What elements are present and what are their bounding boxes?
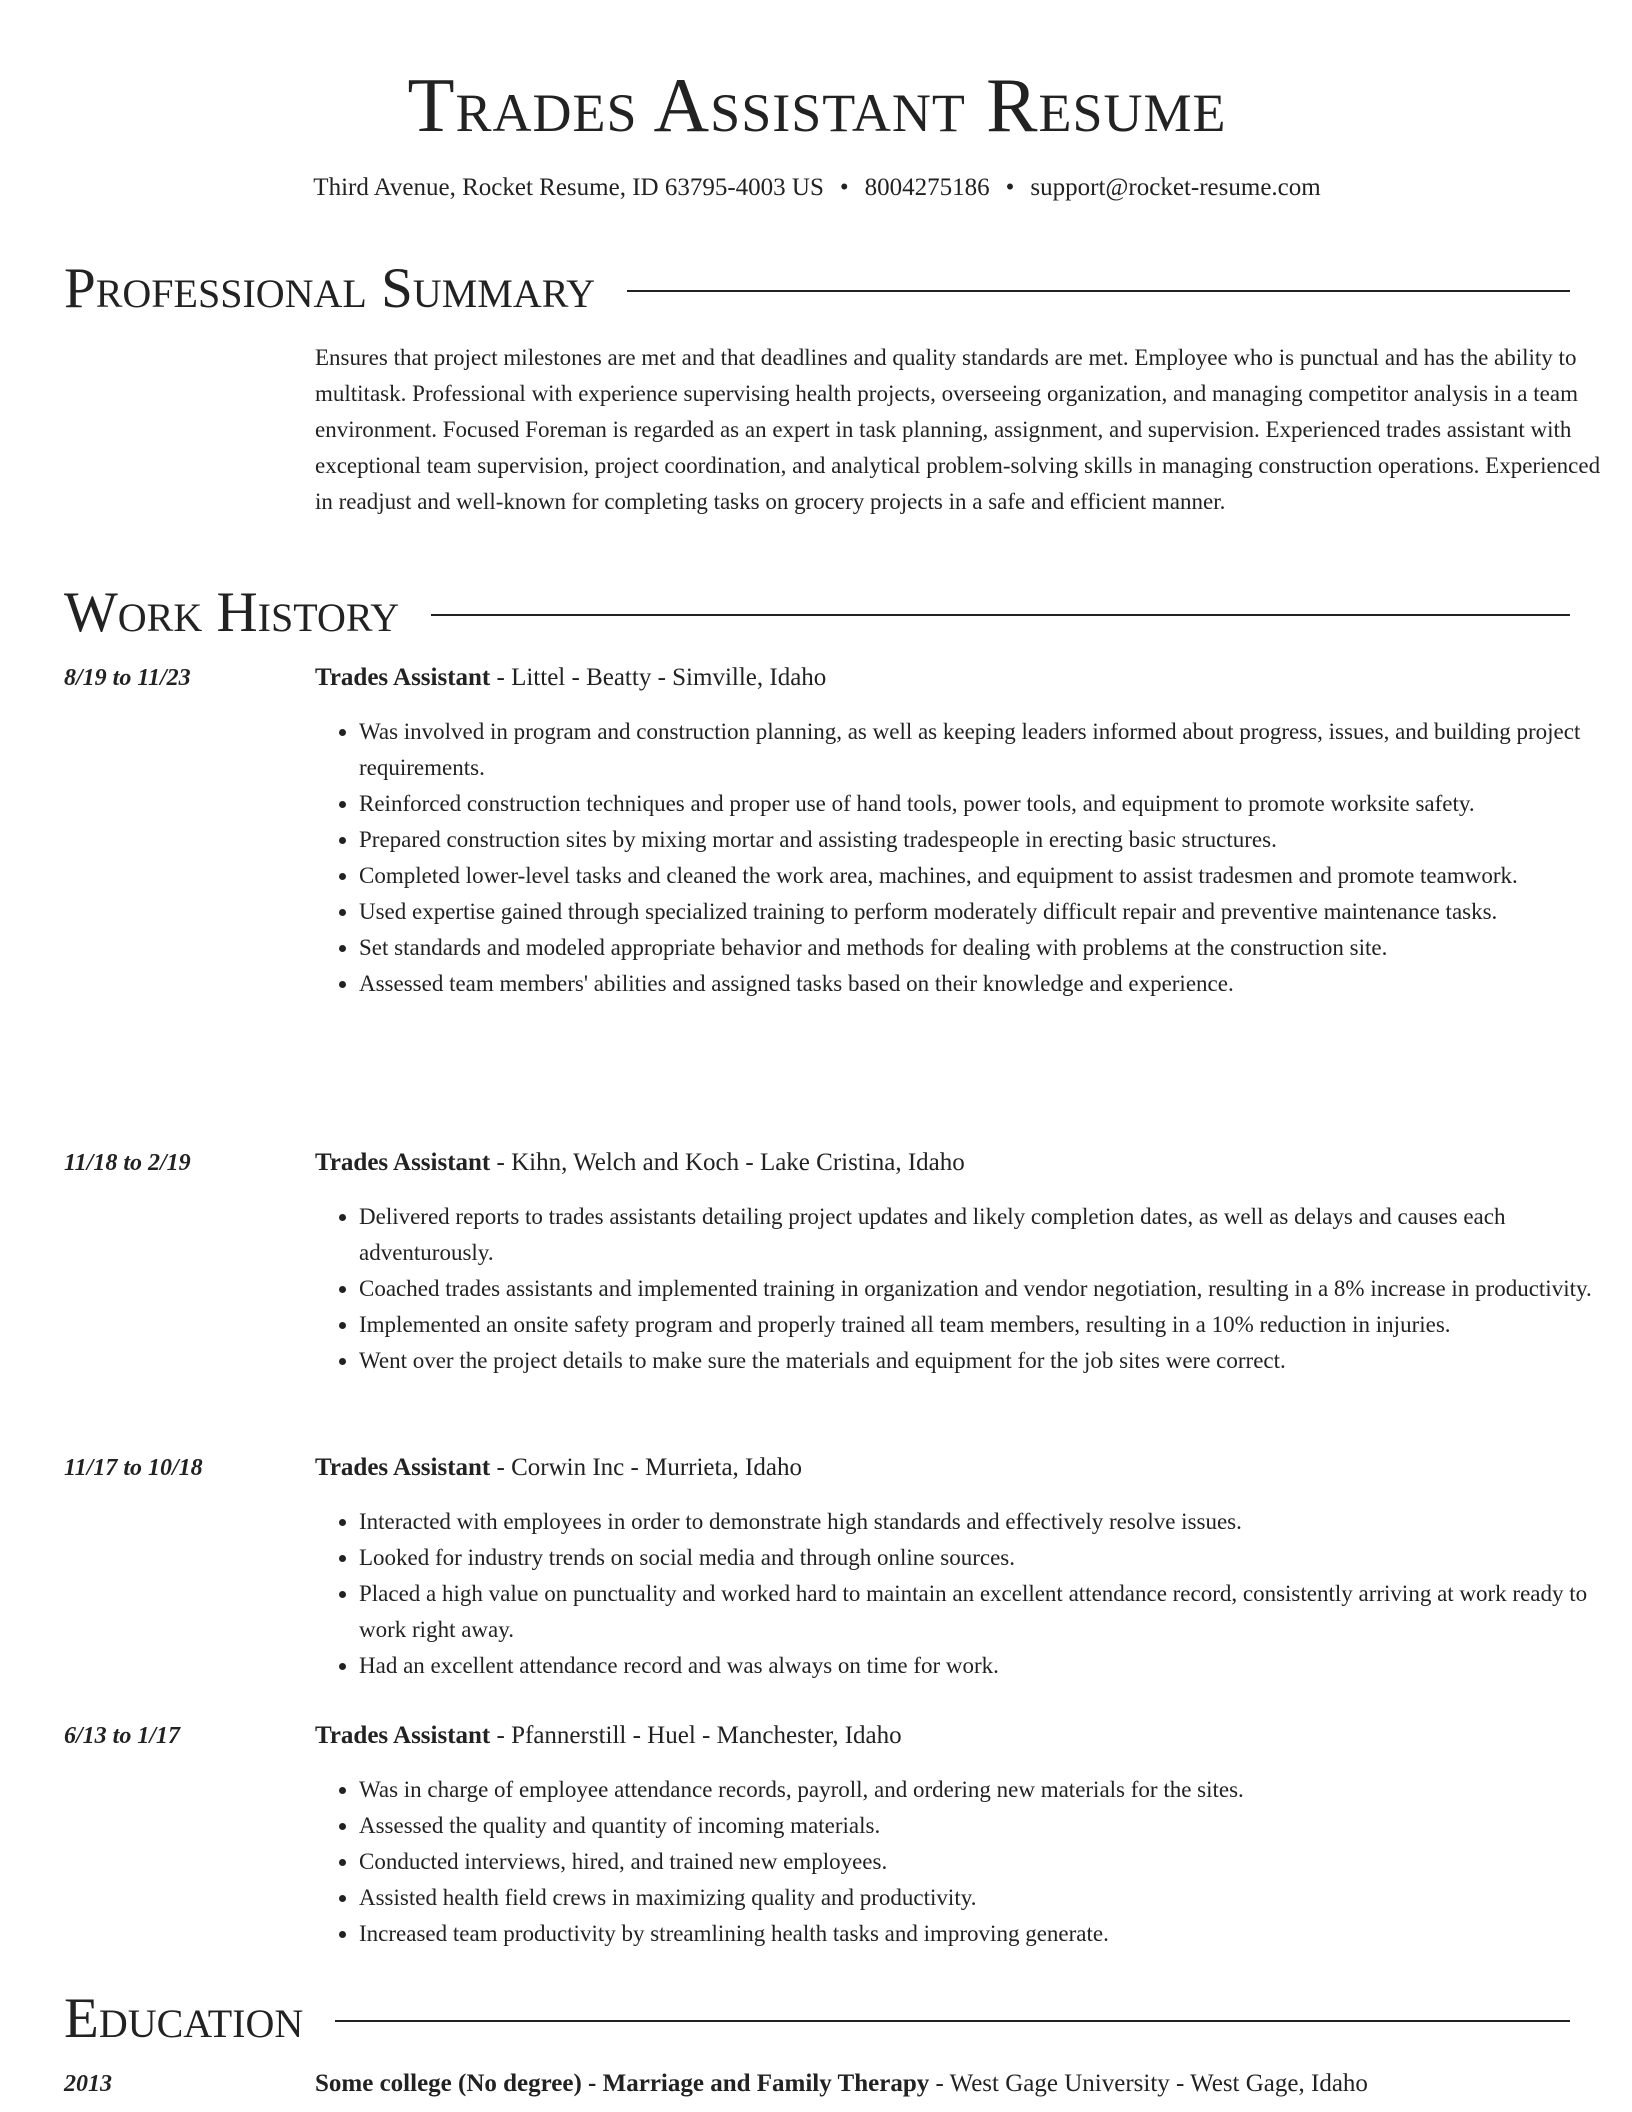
job-employer: - Corwin Inc - Murrieta, Idaho bbox=[490, 1454, 802, 1481]
job-bullets bbox=[315, 1772, 1599, 1952]
section-divider bbox=[335, 2020, 1570, 2022]
job-bullet: • Completed lower-level tasks and cleaned the work area, machines, and equipment to assist tradesmen and promote teamwork. bbox=[359, 858, 1599, 894]
section-divider bbox=[431, 614, 1570, 616]
job-bullet: • Was in charge of employee attendance records, payroll, and ordering new materials for the sites. bbox=[359, 1772, 1599, 1808]
contact-separator: • bbox=[839, 174, 849, 201]
work-history-heading: Work History bbox=[64, 580, 400, 644]
job-bullet: • Conducted interviews, hired, and trained new employees. bbox=[359, 1844, 1599, 1880]
job-dates: 8/19 to 11/23 bbox=[64, 665, 191, 691]
job-role: Trades Assistant bbox=[315, 1149, 491, 1176]
work-history-section-header bbox=[64, 582, 1570, 642]
job-employer: - Pfannerstill - Huel - Manchester, Idaho bbox=[490, 1722, 902, 1749]
job-bullet: • Went over the project details to make sure the materials and equipment for the job sites were correct. bbox=[359, 1343, 1599, 1379]
job-dates: 6/13 to 1/17 bbox=[64, 1723, 181, 1749]
job-header bbox=[315, 660, 826, 696]
contact-phone: 8004275186 bbox=[864, 174, 990, 201]
job-header bbox=[315, 1450, 802, 1486]
job-bullet: • Implemented an onsite safety program and properly trained all team members, resulting in a 10% reduction in injuries. bbox=[359, 1307, 1599, 1343]
job-employer: - Kihn, Welch and Koch - Lake Cristina, Idaho bbox=[490, 1149, 965, 1176]
job-bullet: • Assessed team members' abilities and assigned tasks based on their knowledge and experience. bbox=[359, 966, 1599, 1002]
education-section-header bbox=[64, 1988, 1570, 2048]
job-bullet: • Reinforced construction techniques and proper use of hand tools, power tools, and equipment to promote worksite safety. bbox=[359, 786, 1599, 822]
job-employer: - Littel - Beatty - Simville, Idaho bbox=[490, 664, 827, 691]
job-bullet: • Interacted with employees in order to demonstrate high standards and effectively resolve issues. bbox=[359, 1504, 1599, 1540]
resume-title: Trades Assistant Resume bbox=[407, 62, 1227, 148]
job-bullets bbox=[315, 1504, 1599, 1684]
job-bullets bbox=[315, 714, 1599, 1002]
job-role: Trades Assistant bbox=[315, 1722, 491, 1749]
job-bullet: • Placed a high value on punctuality and worked hard to maintain an excellent attendance record, consistently arriving at work ready to work right away. bbox=[359, 1576, 1599, 1648]
education-heading: Education bbox=[64, 1986, 304, 2050]
contact-email[interactable]: support@rocket-resume.com bbox=[1030, 174, 1321, 201]
section-divider bbox=[627, 290, 1570, 292]
summary-text: Ensures that project milestones are met and that deadlines and quality standards are met. Employee who is punctual and has the ability to multitask. Professional with experience supervising health projects, overseeing organization, and managing competitor analysis in a team environment. Focused Foreman is regarded as an expert in task planning, assignment, and supervision. Experienced trades assistant with exceptional team supervision, project coordination, and analytical problem-solving skills in managing construction operations. Experienced in readjust and well-known for completing tasks on grocery projects in a safe and efficient manner. bbox=[315, 345, 1601, 514]
summary-heading: Professional Summary bbox=[64, 256, 596, 320]
education-school: - West Gage University - West Gage, Idaho bbox=[929, 2070, 1368, 2097]
job-dates: 11/18 to 2/19 bbox=[64, 1150, 191, 1176]
job-role: Trades Assistant bbox=[315, 664, 491, 691]
job-bullet: • Assessed the quality and quantity of incoming materials. bbox=[359, 1808, 1599, 1844]
education-year: 2013 bbox=[64, 2071, 112, 2097]
job-bullet: • Had an excellent attendance record and was always on time for work. bbox=[359, 1648, 1599, 1684]
education-detail bbox=[315, 2066, 1368, 2102]
job-bullet: • Used expertise gained through specialized training to perform moderately difficult repair and preventive maintenance tasks. bbox=[359, 894, 1599, 930]
contact-address: Third Avenue, Rocket Resume, ID 63795-4003 US bbox=[313, 174, 824, 201]
job-bullet: • Was involved in program and construction planning, as well as keeping leaders informed about progress, issues, and building project requirements. bbox=[359, 714, 1599, 786]
job-bullets bbox=[315, 1199, 1599, 1379]
job-bullet: • Assisted health field crews in maximizing quality and productivity. bbox=[359, 1880, 1599, 1916]
job-header bbox=[315, 1718, 902, 1754]
job-bullet: • Increased team productivity by streamlining health tasks and improving generate. bbox=[359, 1916, 1599, 1952]
job-bullet: • Coached trades assistants and implemented training in organization and vendor negotiation, resulting in a 8% increase in productivity. bbox=[359, 1271, 1599, 1307]
job-dates: 11/17 to 10/18 bbox=[64, 1455, 203, 1481]
job-bullet: • Delivered reports to trades assistants detailing project updates and likely completion dates, as well as delays and causes each adventurously. bbox=[359, 1199, 1599, 1271]
summary-section-header bbox=[64, 258, 1570, 318]
job-bullet: • Prepared construction sites by mixing mortar and assisting tradespeople in erecting basic structures. bbox=[359, 822, 1599, 858]
job-bullet: • Looked for industry trends on social media and through online sources. bbox=[359, 1540, 1599, 1576]
education-degree: Some college (No degree) - Marriage and Family Therapy bbox=[315, 2070, 930, 2097]
job-bullet: • Set standards and modeled appropriate behavior and methods for dealing with problems at the construction site. bbox=[359, 930, 1599, 966]
job-header bbox=[315, 1145, 965, 1181]
contact-separator: • bbox=[1005, 174, 1015, 201]
job-role: Trades Assistant bbox=[315, 1454, 491, 1481]
contact-line bbox=[64, 174, 1570, 202]
